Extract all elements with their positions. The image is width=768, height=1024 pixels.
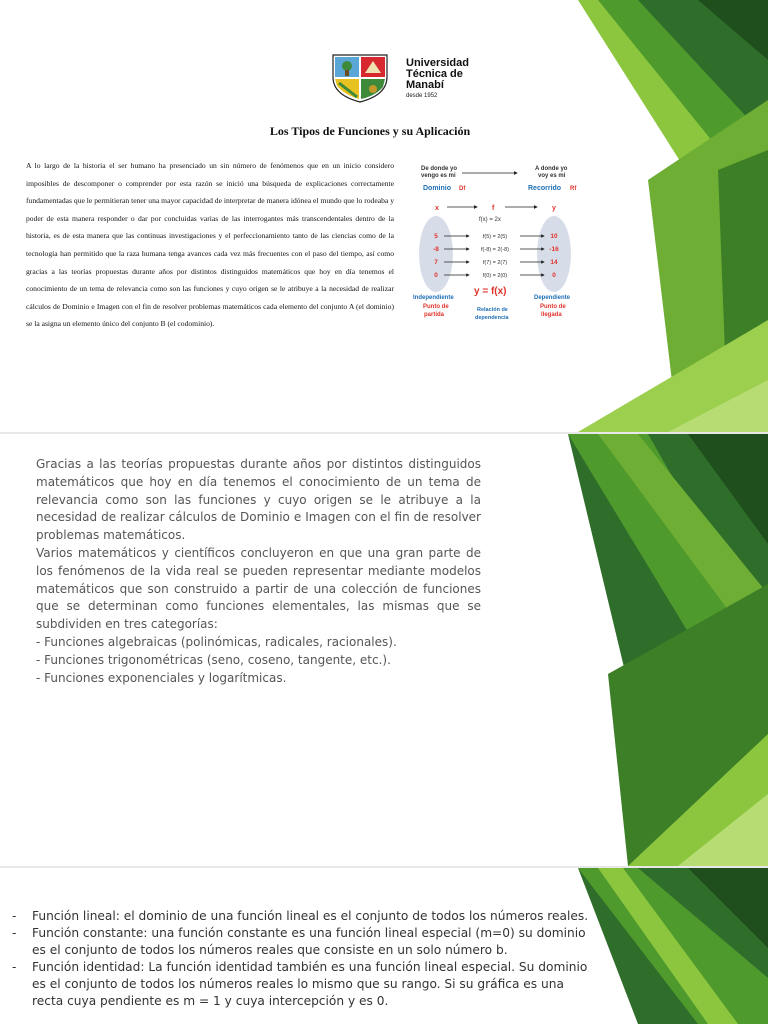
list-item-text: Función identidad: La función identidad también es una función lineal especial. Su dominio es el conjunto de todos los números reales lo mismo que su rango. Si su gráfica es una recta cuya pendiente es m = 1 y cuya intercepción y es 0. — [32, 960, 588, 1008]
list-item — [12, 908, 592, 925]
from-label-2: vengo es mi — [421, 173, 456, 179]
independent-label: Independiente — [413, 295, 454, 301]
range-value: 0 — [552, 272, 556, 279]
paragraph-1: Gracias a las teorías propuestas durante años por distintos distinguidos matemáticos que hoy en día tenemos el conocimiento de un tema de relevancia como son las funciones y cuyo origen se le atribuye a la necesidad de realizar cálculos de Dominio e Imagen con el fin de resolver problemas matemáticos. — [36, 457, 481, 543]
list-item-text: Función lineal: el dominio de una función lineal es el conjunto de todos los números reales. — [32, 909, 589, 923]
category-item: - Funciones exponenciales y logarítmicas. — [36, 670, 287, 685]
from-label-1: De donde yo — [421, 166, 458, 172]
to-label-2: voy es mi — [538, 173, 566, 179]
university-name — [406, 58, 469, 91]
range-label: Recorrido — [528, 185, 562, 192]
domain-value: 0 — [434, 272, 438, 279]
start-label-1: Punto de — [423, 304, 449, 310]
dash-bullet: - — [12, 926, 17, 940]
evaluation-label: f(7) = 2(7) — [482, 260, 508, 266]
paragraph-2: Varios matemáticos y científicos concluyeron en que una gran parte de los fenómenos de la vida real se pueden representar mediante modelos matemáticos que son construido a partir de una colección de funciones que se determinan como funciones elementales, las mismas que se subdividen en tres categorías: — [36, 545, 481, 632]
start-label-2: partida — [424, 312, 445, 318]
evaluation-label: f(0) = 2(0) — [482, 273, 508, 279]
domain-oval — [419, 216, 453, 292]
range-value: 10 — [550, 233, 558, 240]
f-symbol: f — [492, 205, 495, 212]
range-value: 14 — [550, 259, 558, 266]
slide-1 — [0, 0, 768, 432]
category-item: - Funciones trigonométricas (seno, coseno, tangente, etc.). — [36, 652, 391, 667]
to-label-1: A donde yo — [535, 166, 568, 172]
end-label-2: llegada — [541, 312, 562, 318]
y-variable: y — [552, 205, 556, 212]
slide-2 — [0, 434, 768, 866]
function-mapping-diagram — [407, 160, 587, 330]
slide-title: Los Tipos de Funciones y su Aplicación — [269, 124, 471, 138]
dash-bullet: - — [12, 960, 17, 974]
relation-label-1: Relación de — [477, 307, 508, 313]
list-item-text: Función constante: una función constante es una función lineal especial (m=0) su dominio es el conjunto de todos los números reales que consiste en un solo número b. — [32, 926, 586, 957]
range-value: -16 — [549, 246, 559, 253]
range-oval — [537, 216, 571, 292]
x-variable: x — [435, 205, 439, 212]
university-name-line-1: Universidad — [406, 57, 469, 69]
green-facet-decoration — [578, 0, 768, 432]
domain-value: 7 — [434, 259, 438, 266]
domain-value: -8 — [433, 246, 439, 253]
formula: y = f(x) — [474, 286, 507, 297]
function-types-list — [12, 908, 592, 1010]
slide-3 — [0, 868, 768, 1024]
university-name-line-2: Técnica de — [406, 68, 463, 80]
range-symbol: Rf — [570, 186, 577, 192]
end-label-1: Punto de — [540, 304, 566, 310]
relation-label-2: dependencia — [475, 315, 509, 321]
domain-value: 5 — [434, 233, 438, 240]
category-item: - Funciones algebraicas (polinómicas, radicales, racionales). — [36, 634, 397, 649]
domain-label: Dominio — [423, 185, 451, 192]
function-rule: f(x) = 2x — [479, 217, 501, 223]
dependent-label: Dependiente — [534, 295, 571, 301]
university-logo — [329, 53, 391, 103]
intro-paragraph: A lo largo de la historia el ser humano ha presenciado un sin número de fenómenos que en un inicio considero imposibles de descomponer o comprender por esta razón se inició una búsqueda de explicaciones correctamente fundamentadas que le permitieran tener una mayor capacidad de interpretar de manera idónea el mundo que lo rodeaba y poder de esta manera responder o dar por concluidas varias de las interrogantes más transcendentales dentro de la historia, es de esta manera que las continuas investigaciones y el perfeccionamiento tanto de las ciencias como de la tecnología han permitido que la raza humana tenga avances cada vez más frecuentes con el paso del tiempo, así como gracias a las teorías propuestas durante años por distintos distinguidos matemáticos que hoy en día tenemos el conocimiento de un tema de relevancia como son las funciones y cuyo origen se le atribuye a la necesidad de realizar cálculos de Dominio e Imagen con el fin de resolver problemas matemáticos cada elemento del conjunto A (el dominio) se la asigna un elemento único del conjunto B (el codominio). — [26, 161, 394, 329]
university-founded: desde 1952 — [406, 93, 438, 99]
university-name-line-3: Manabí — [406, 79, 444, 91]
list-item — [12, 925, 592, 959]
body-text — [36, 456, 481, 687]
list-item — [12, 959, 592, 1010]
dash-bullet: - — [12, 909, 17, 923]
evaluation-label: f(5) = 2(5) — [482, 234, 508, 240]
evaluation-label: f(-8) = 2(-8) — [481, 247, 509, 253]
domain-symbol: Df — [459, 186, 466, 192]
green-facet-decoration — [568, 434, 768, 866]
green-facet-decoration — [578, 868, 768, 1024]
